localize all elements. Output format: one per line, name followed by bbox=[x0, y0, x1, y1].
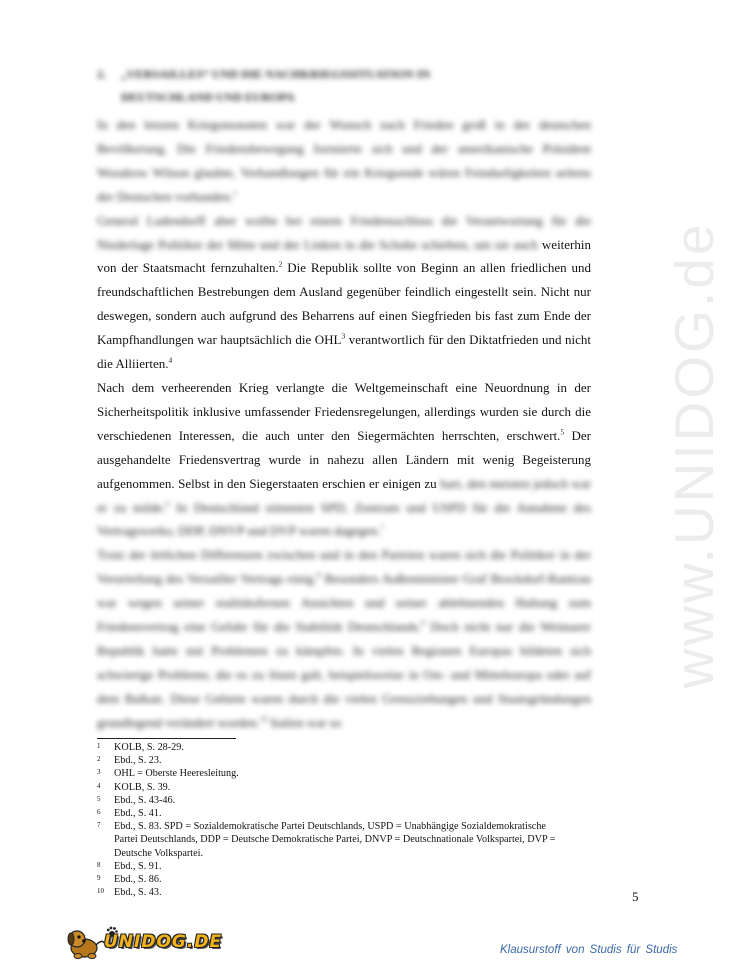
paragraph-text: Nach dem verheerenden Krieg verlangte die Weltgemeinschaft eine Neuordnung in der Sicherheitspolitik inklusive umfassender Friedensregelungen, allerdings wurden sie durch die verschiedenen Interessen, die auch unter den Siegermächten herrschten, erschwert. bbox=[97, 379, 591, 443]
paragraph-text: weiterhin von der Staatsmacht fernzuhalten. bbox=[97, 236, 591, 276]
page-number: 5 bbox=[632, 889, 639, 904]
section-heading bbox=[97, 63, 617, 109]
footnote-item: 2 Ebd., S. 23. bbox=[97, 755, 162, 767]
footnote-ref: 3 bbox=[341, 331, 346, 341]
footnote-item: 10 Ebd., S. 43. bbox=[97, 887, 162, 899]
paragraph-2 bbox=[97, 209, 591, 376]
watermark-text: www.UNIDOG.de bbox=[663, 221, 725, 689]
footnote-ref: 1 bbox=[233, 188, 237, 198]
footnote-item: 3 OHL = Oberste Heeresleitung. bbox=[97, 768, 239, 780]
footnotes bbox=[97, 741, 557, 899]
blurred-text: hart, den meisten jedoch war er zu milde.$^6$ In Deutschland stimmten SPD, Zentrum und USPD für die Annahme des Vertragswerks; DDP, DNVP und DVP waren dagegen.$^7$ bbox=[97, 475, 591, 539]
footnote-item: 9 Ebd., S. 86. bbox=[97, 874, 162, 886]
footnote-ref: 5 bbox=[560, 427, 565, 437]
footnote-ref: 4 bbox=[168, 355, 173, 365]
footnote-item: 7 Ebd., S. 83. SPD = Sozialdemokratische Partei Deutschlands, USPD = Unabhängige Sozialdemokratische Partei Deutschlands, DDP = Deutsche Demokratische Partei, DNVP = Deutschnationale Volkspartei, DVP = Deutsche Volkspartei. bbox=[97, 821, 556, 859]
blurred-text: General Ludendorff aber wollte bei einem Friedensschluss die Verantwortung für die Niederlage Politiker der Mitte und der Linken in die Schuhe schieben, um sie auch bbox=[97, 212, 591, 252]
paragraph-text: Die Republik sollte von Beginn an allen friedlichen und freundschaftlichen Bestrebungen dem Ausland gegenüber feindlich eingestellt sein. Nicht nur deswegen, sondern auch aufgrund des Beharrens auf einen Siegfrieden bis fast zum Ende der Kampfhandlungen war hauptsächlich die OHL bbox=[97, 260, 591, 348]
footnote-ref: 2 bbox=[278, 260, 283, 270]
footnote-divider bbox=[97, 738, 236, 739]
section-title-line2: DEUTSCHLAND UND EUROPA bbox=[121, 90, 295, 104]
dog-mascot-icon bbox=[66, 926, 106, 960]
footnote-item: 5 Ebd., S. 43-46. bbox=[97, 794, 176, 806]
section-title-line1: „VERSAILLES“ UND DIE NACHKRIEGSSITUATION IN bbox=[121, 67, 431, 81]
paragraph-4: Trotz der örtlichen Differenzen zwischen und in den Parteien waren sich die Politiker in der Verurteilung des Versailler Vertrags einig.$^8$ Besonders Außenminister Graf Brockdorf-Rantzau war wegen seiner realitätsfernen Ansichten und seiner ablehnenden Haltung zum Friedensvertrag eine Gefahr für die Stabilität Deutschlands.$^9$ Doch nicht nur die Weimarer Republik hatte mit Problemen zu kämpfen. In vielen Regionen Europas bildeten sich schwierige Probleme, die es zu lösen galt, beispielsweise in Ost- und Mitteleuropa oder auf dem Balkan. Diese Gebiete waren durch die vielen Grenzziehungen und Staatsgründungen grundlegend verändert worden.$^{10}$ Italien war so bbox=[97, 547, 592, 730]
body-text bbox=[97, 113, 591, 735]
blurred-text: In den letzten Kriegsmonaten war der Wunsch nach Frieden groß in der deutschen Bevölkerung. Die Friedensbewegung formierte sich und der amerikanische Präsident Woodrow Wilson glaubte, Verhandlungen für ein Kriegsende wären Feindseligkeiten seitens der Deutschen vorhanden.$^1$ bbox=[97, 117, 591, 204]
footnote-item: 4 KOLB, S. 39. bbox=[97, 781, 171, 793]
paragraph-text: verantwortlich für den Diktatfrieden und nicht die Alliierten. bbox=[97, 332, 592, 372]
unidog-logo[interactable] bbox=[66, 926, 223, 960]
footnote-item: 8 Ebd., S. 91. bbox=[97, 860, 162, 872]
paragraph-1 bbox=[97, 113, 591, 209]
section-number: 2. bbox=[97, 67, 106, 81]
footnote-item: 1 KOLB, S. 28-29. bbox=[97, 742, 184, 753]
paragraph-text: Der ausgehandelte Friedensvertrag wurde in nahezu allen Ländern mit wenig Begeisterung aufgenommen. Selbst in den Siegerstaaten erschien er einigen zu bbox=[97, 427, 591, 491]
logo-text: UNIDOG.DE bbox=[104, 932, 223, 952]
footnote-item: 6 Ebd., S. 41. bbox=[97, 808, 162, 820]
footer-tagline: Klausurstoff von Studis für Studis bbox=[500, 944, 678, 956]
paragraph-3 bbox=[97, 376, 591, 543]
